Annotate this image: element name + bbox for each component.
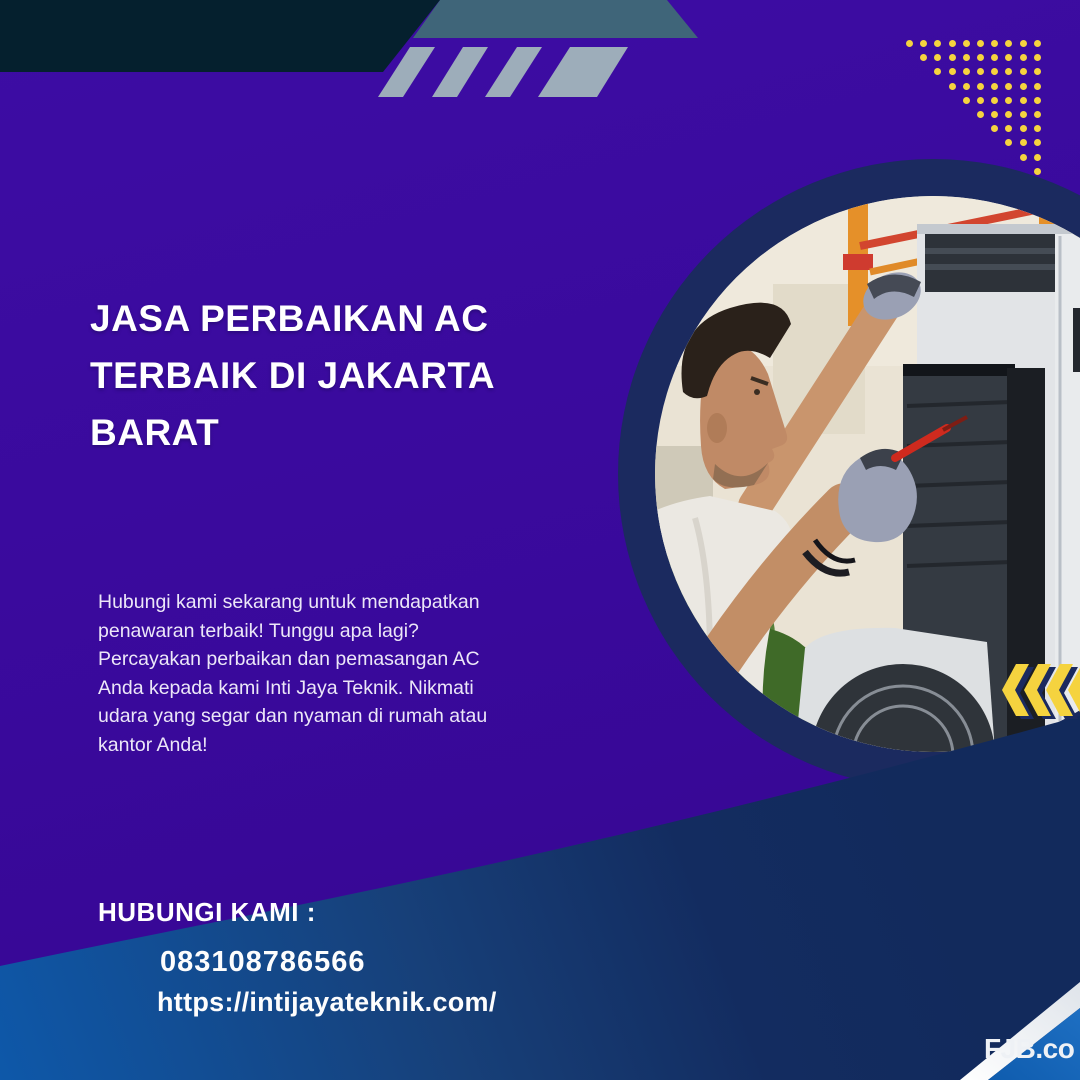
contact-phone[interactable]: 083108786566	[160, 946, 366, 978]
page-title	[90, 290, 560, 461]
page-title-line-3: BARAT	[90, 412, 220, 453]
chevron-left-icons	[1000, 662, 1080, 720]
page-title-line-2: TERBAIK DI JAKARTA	[90, 355, 496, 396]
contact-label: HUBUNGI KAMI :	[98, 897, 316, 927]
page-title-line-1: JASA PERBAIKAN AC	[90, 298, 489, 339]
description-text: Hubungi kami sekarang untuk mendapatkan penawaran terbaik! Tunggu apa lagi? Percayakan perbaikan dan pemasangan AC Anda kepada kami Inti Jaya Teknik. Nikmati udara yang segar dan nyaman di rumah atau kantor Anda!	[98, 591, 488, 756]
watermark-logo: FJB.co	[984, 1033, 1075, 1064]
contact-website-link[interactable]: https://intijayateknik.com/	[157, 987, 497, 1017]
